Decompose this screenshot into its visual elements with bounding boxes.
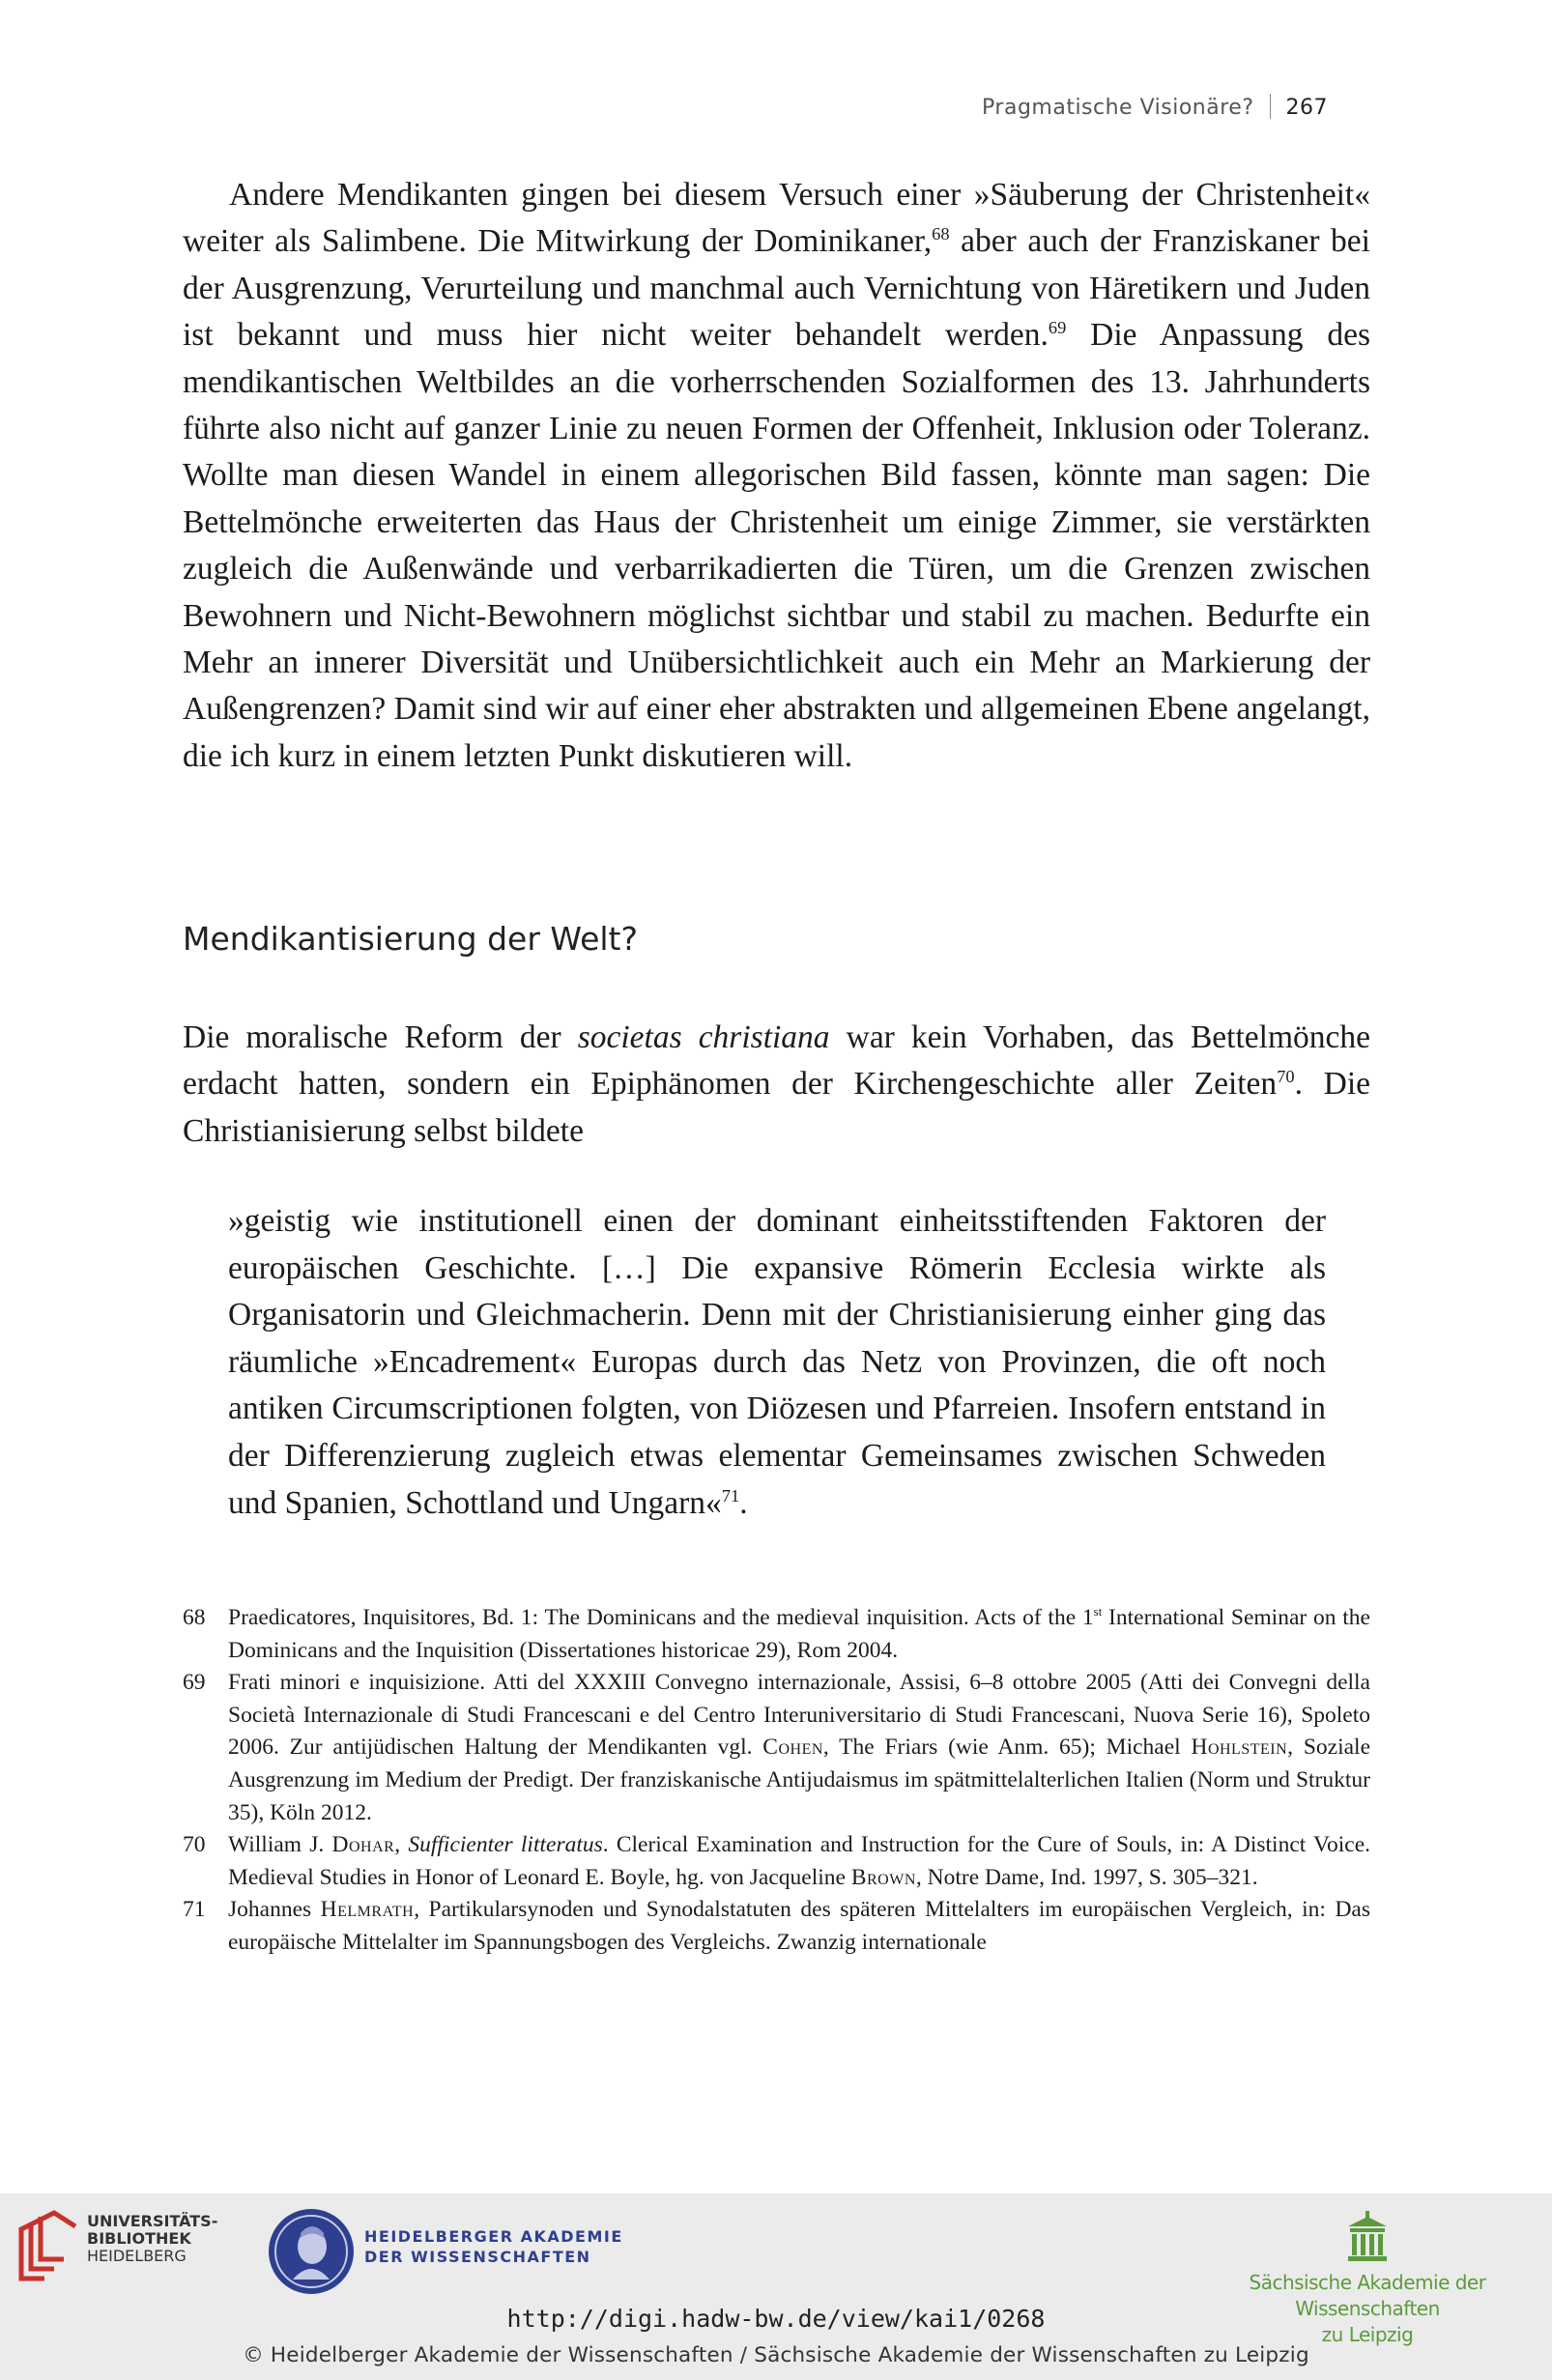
footnote-69	[183, 1667, 1370, 1829]
footnote-68-text-b: International Seminar on the Dominicans and the Inquisition (Dissertationes historicae 29), Rom 2004.	[228, 1605, 1370, 1663]
running-head	[982, 94, 1328, 120]
footnote-ref-69: 69	[1048, 318, 1067, 338]
author-name: Hohlstein	[1191, 1735, 1288, 1761]
author-name: Brown	[850, 1864, 916, 1890]
footnote-71	[183, 1894, 1370, 1959]
hadw-line-1: HEIDELBERGER AKADEMIE	[364, 2227, 623, 2246]
footnote-70-text-a: William J.	[228, 1832, 332, 1858]
paragraph-1-text-c: Die Anpassung des mendikantischen Weltbildes an die vorherrschenden Sozialformen des 13. Jahrhunderts führte also nicht auf ganzer Linie zu neuen Formen der Offenheit, Inklusion oder Toleranz. Wollte man diesen Wandel in einem allegorischen Bild fassen, könnte man sagen: Die Bettelmönche erweiterten das Haus der Christenheit um einige Zimmer, sie verstärkten zugleich die Außenwände und verbarrikadierten die Türen, um die Grenzen zwischen Bewohnern und Nicht-Bewohnern möglichst sichtbar und stabil zu machen. Bedurfte ein Mehr an innerer Diversität und Unübersichtlichkeit auch ein Mehr an Markierung der Außengrenzen? Damit sind wir auf einer eher abstrakten und allgemeinen Ebene angelangt, die ich kurz in einem letzten Punkt diskutieren will.	[183, 317, 1371, 774]
saw-line-2: zu Leipzig	[1321, 2323, 1414, 2346]
footnote-68	[183, 1602, 1370, 1667]
saw-line-1: Sächsische Akademie der Wissenschaften	[1249, 2271, 1486, 2320]
author-name: Helmrath	[320, 1897, 415, 1923]
paragraph-2-italic: societas christiana	[577, 1019, 830, 1055]
running-head-title: Pragmatische Visionäre?	[982, 96, 1254, 120]
footnote-text	[228, 1894, 1370, 1959]
permalink-url[interactable]: http://digi.hadw-bw.de/view/kai1/0268	[506, 2305, 1046, 2333]
paragraph-2-text-a: Die moralische Reform der	[183, 1019, 578, 1055]
footnote-69-text-b: , The Friars (wie Anm. 65); Michael	[822, 1735, 1192, 1761]
footnote-69-text-a: Frati minori e inquisizione. Atti del XXXIII Convegno internazionale, Assisi, 6–8 ottobre 2005 (Atti dei Convegni della Società Internazionale di Studi Francescani e del Centro Interuniversitario di Studi Francescani, Nuova Serie 16), Spoleto 2006. Zur antijüdischen Haltung der Mendikanten vgl.	[228, 1670, 1370, 1761]
footnote-70-text-c: . Clerical Examination and Instruction for the Cure of Souls, in: A Distinct Voice. Medieval Studies in Honor of Leonard E. Boyle, hg. von Jacqueline	[228, 1832, 1371, 1890]
footnote-text	[228, 1602, 1370, 1667]
footnote-70-text-b: ,	[394, 1832, 409, 1858]
paragraph-1-text-a: Andere Mendikanten gingen bei diesem Versuch einer »Säuberung der Christenheit« weiter als Salimbene. Die Mitwirkung der Dominikaner,	[183, 177, 1370, 260]
copyright-notice: © Heidelberger Akademie der Wissenschaften / Sächsische Akademie der Wissenschaften zu Leipzig	[243, 2343, 1309, 2367]
footnote-ref-71: 71	[721, 1485, 740, 1505]
footnote-71-text-b: , Partikularsynoden und Synodalstatuten des späteren Mittelalters im europäischen Vergleich, in: Das europäische Mittelalter im Spannungsbogen des Vergleichs. Zwanzig internationale	[228, 1897, 1370, 1955]
author-name: Cohen	[762, 1735, 823, 1761]
heidelberg-academy-label[interactable]	[364, 2226, 623, 2267]
footnote-71-text-a: Johannes	[228, 1897, 321, 1923]
footnote-number: 68	[183, 1605, 206, 1630]
block-quote-text: »geistig wie institutionell einen der dominant einheitsstiftenden Faktoren der europäischen Geschichte. […] Die expansive Römerin Ecclesia wirkte als Organisatorin und Gleichmacherin. Denn mit der Christianisierung einher ging das räumliche »Encadrement« Europas durch das Netz von Provinzen, die oft noch antiken Circumscriptionen folgten, von Diözesen und Pfarreien. Insofern entstand in der Differenzierung zugleich etwas elementar Gemeinsames zwischen Schweden und Spanien, Schottland und Ungarn«	[228, 1203, 1326, 1521]
footnote-70-text-d: , Notre Dame, Ind. 1997, S. 305–321.	[915, 1864, 1258, 1890]
footnote-text	[228, 1667, 1370, 1829]
paragraph-1-text-b: aber auch der Franziskaner bei der Ausgrenzung, Verurteilung und manchmal auch Vernichtung von Häretikern und Juden ist bekannt und muss hier nicht weiter behandelt werden.	[183, 223, 1370, 354]
footnote-68-text-a: Praedicatores, Inquisitores, Bd. 1: The Dominicans and the medieval inquisition. Acts of the 1	[228, 1605, 1094, 1630]
ub-line-1: UNIVERSITÄTS-	[87, 2212, 218, 2230]
footnote-69-text-c: , Soziale Ausgrenzung im Medium der Predigt. Der franziskanische Antijudaismus im spätmittelalterlichen Italien (Norm und Struktur 35), Köln 2012.	[228, 1735, 1370, 1825]
ub-line-2: BIBLIOTHEK	[87, 2229, 191, 2248]
author-name: Dohar	[331, 1832, 395, 1858]
paragraph-1	[183, 172, 1370, 780]
block-quote	[228, 1198, 1326, 1527]
university-library-label[interactable]	[87, 2213, 217, 2265]
footnote-ref-68: 68	[932, 224, 950, 244]
paragraph-2	[183, 1015, 1370, 1155]
footnotes	[183, 1602, 1370, 1960]
footnote-text	[228, 1829, 1370, 1894]
section-heading: Mendikantisierung der Welt?	[183, 920, 639, 958]
running-head-separator	[1270, 94, 1271, 119]
page-number: 267	[1285, 96, 1328, 120]
block-quote-end: .	[739, 1484, 748, 1521]
heidelberg-academy-seal-icon[interactable]	[266, 2206, 357, 2297]
footnote-70-italic: Sufficienter litteratus	[408, 1832, 603, 1858]
footnote-ref-70: 70	[1277, 1067, 1295, 1087]
footnote-number: 69	[183, 1670, 206, 1696]
university-library-logo-icon[interactable]	[15, 2209, 79, 2284]
footnote-number: 71	[183, 1897, 206, 1923]
paragraph-2-text-b: war kein Vorhaben, das Bettelmönche erdacht hatten, sondern ein Epiphänomen der Kirchengeschichte aller Zeiten	[183, 1019, 1371, 1103]
footnote-number: 70	[183, 1832, 206, 1858]
ub-line-3: HEIDELBERG	[87, 2247, 187, 2265]
paragraph-2-text-c: . Die Christianisierung selbst bildete	[183, 1066, 1370, 1149]
hadw-line-2: DER WISSENSCHAFTEN	[364, 2248, 591, 2266]
footnote-70	[183, 1829, 1370, 1894]
saxon-academy-building-icon[interactable]	[1348, 2211, 1387, 2261]
footnote-68-ordinal: st	[1093, 1604, 1103, 1620]
